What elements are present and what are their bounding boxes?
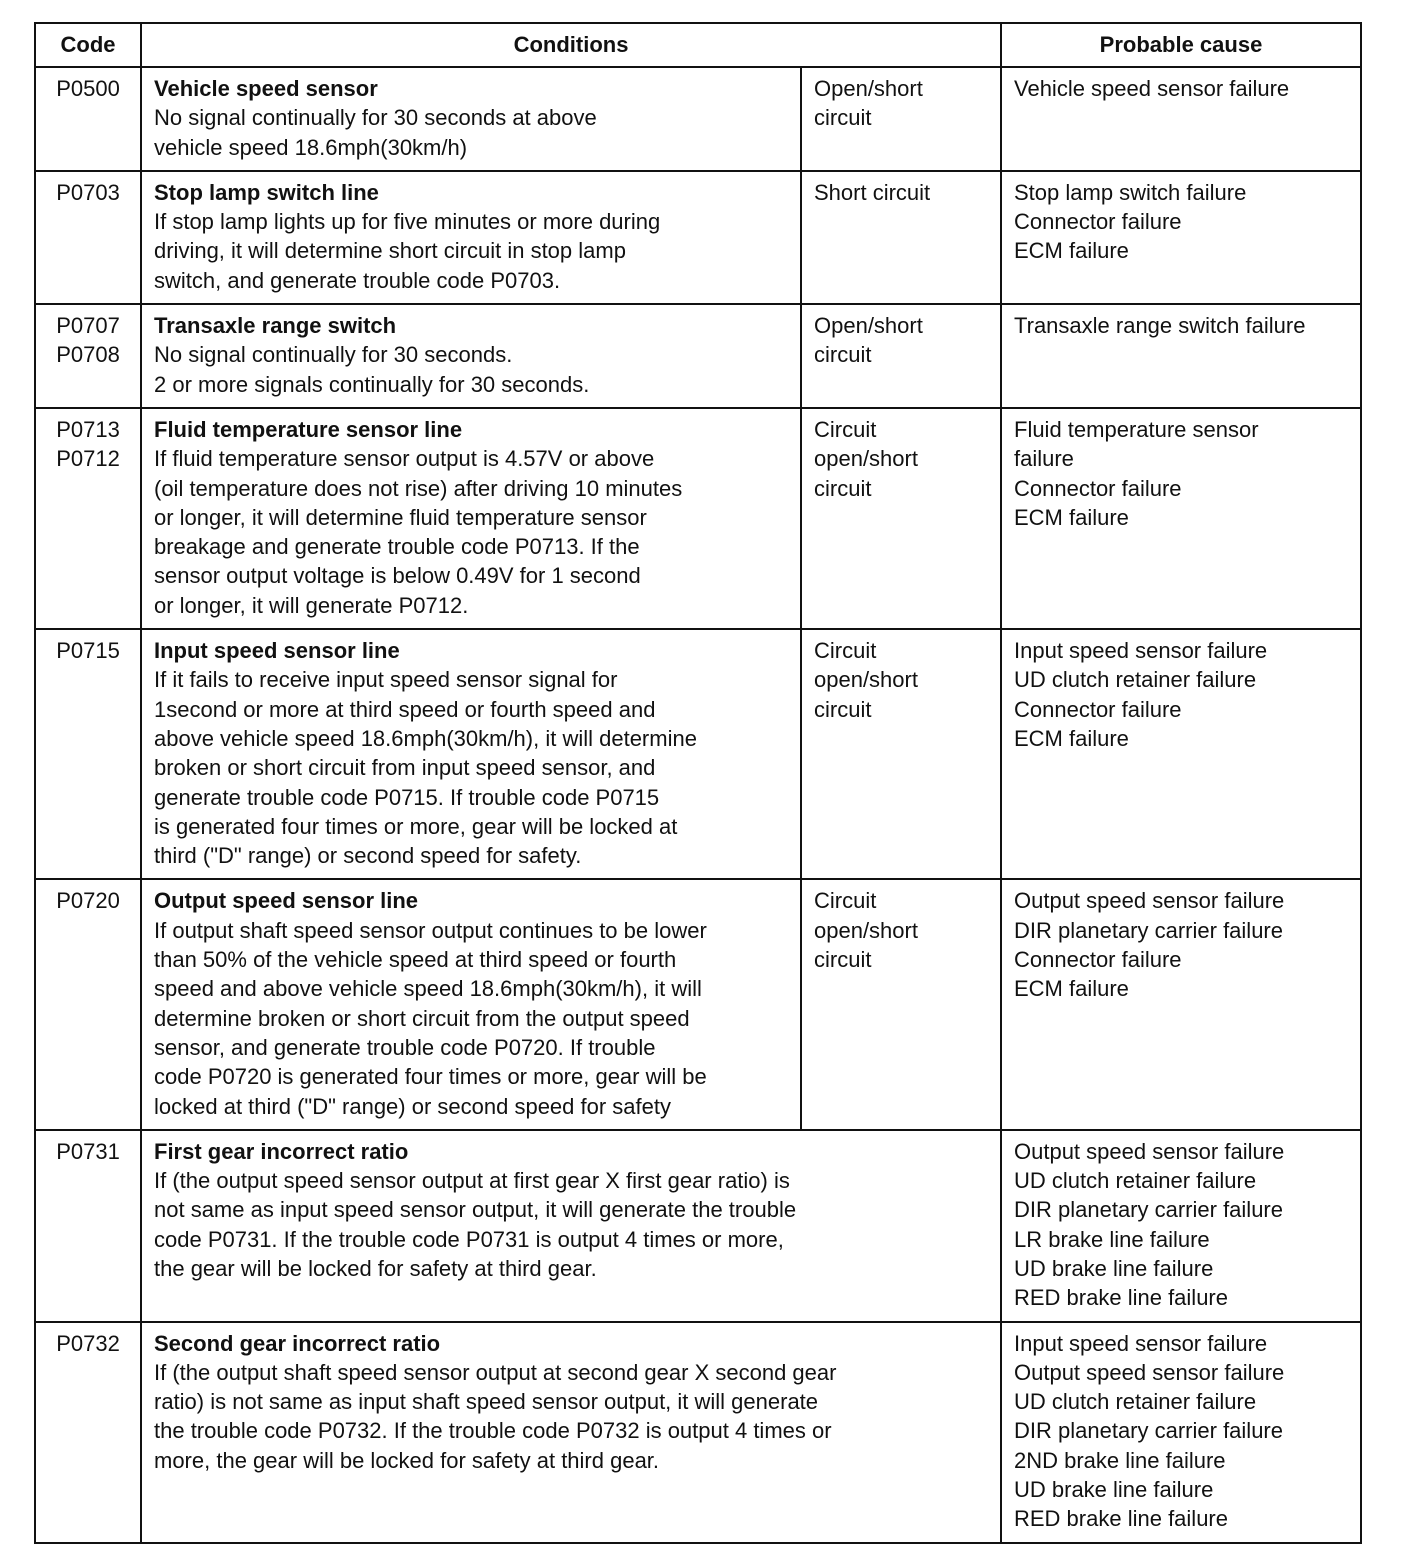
condition-line: If fluid temperature sensor output is 4.57V or above — [154, 446, 655, 472]
circuit-type: Circuit — [814, 888, 877, 914]
table-row — [35, 1130, 1361, 1322]
condition-cell — [141, 1322, 1001, 1543]
code-cell — [35, 879, 141, 1129]
code-cell — [35, 171, 141, 304]
circuit-cell — [801, 171, 1001, 304]
circuit-cell — [801, 879, 1001, 1129]
probable-cause: UD brake line failure — [1014, 1255, 1214, 1281]
probable-cause: UD clutch retainer failure — [1014, 1389, 1257, 1415]
trouble-code: P0707 — [56, 313, 120, 339]
probable-cause: Output speed sensor failure — [1014, 1138, 1285, 1164]
probable-cause: Vehicle speed sensor failure — [1014, 76, 1290, 101]
condition-line: speed and above vehicle speed 18.6mph(30km/h), it will — [154, 976, 702, 1002]
trouble-code: P0731 — [56, 1138, 120, 1164]
table-row — [35, 879, 1361, 1129]
circuit-type: Open/short — [814, 76, 923, 101]
condition-line: If it fails to receive input speed sensor signal for — [154, 667, 618, 693]
probable-cause: Output speed sensor failure — [1014, 888, 1285, 914]
condition-cell — [141, 171, 801, 304]
condition-line: If (the output speed sensor output at first gear X first gear ratio) is — [154, 1168, 790, 1194]
circuit-type: open/short — [814, 446, 918, 472]
probable-cause: DIR planetary carrier failure — [1014, 917, 1283, 943]
trouble-code: P0720 — [56, 888, 120, 914]
probable-cause-cell — [1001, 1130, 1361, 1322]
probable-cause: ECM failure — [1014, 725, 1129, 751]
condition-line: 1second or more at third speed or fourth speed and — [154, 696, 656, 722]
condition-cell — [141, 304, 801, 408]
condition-line: broken or short circuit from input speed sensor, and — [154, 755, 656, 781]
probable-cause: Input speed sensor failure — [1014, 638, 1268, 664]
probable-cause: 2ND brake line failure — [1014, 1447, 1226, 1473]
condition-line: third ("D" range) or second speed for safety. — [154, 843, 582, 869]
trouble-code: P0713 — [56, 416, 120, 442]
condition-line: driving, it will determine short circuit in stop lamp — [154, 238, 626, 264]
code-cell — [35, 1322, 141, 1543]
condition-line: switch, and generate trouble code P0703. — [154, 267, 561, 293]
table-row — [35, 1322, 1361, 1543]
condition-line: (oil temperature does not rise) after driving 10 minutes — [154, 475, 683, 501]
condition-title: Fluid temperature sensor line — [154, 416, 463, 442]
probable-cause: failure — [1014, 446, 1074, 472]
condition-line: generate trouble code P0715. If trouble code P0715 — [154, 784, 660, 810]
circuit-type: circuit — [814, 105, 872, 131]
header-conditions: Conditions — [141, 23, 1001, 67]
condition-line: determine broken or short circuit from the output speed — [154, 1005, 690, 1031]
condition-line: breakage and generate trouble code P0713. If the — [154, 534, 640, 560]
condition-line: not same as input speed sensor output, it will generate the trouble — [154, 1197, 797, 1223]
probable-cause: DIR planetary carrier failure — [1014, 1197, 1283, 1223]
condition-line: locked at third ("D" range) or second speed for safety — [154, 1093, 671, 1119]
probable-cause: Input speed sensor failure — [1014, 1330, 1268, 1356]
condition-cell — [141, 408, 801, 629]
code-cell — [35, 629, 141, 879]
circuit-type: open/short — [814, 917, 918, 943]
condition-line: is generated four times or more, gear will be locked at — [154, 813, 678, 839]
header-probable-cause: Probable cause — [1001, 23, 1361, 67]
probable-cause: UD brake line failure — [1014, 1477, 1214, 1503]
circuit-cell — [801, 304, 1001, 408]
probable-cause: Fluid temperature sensor — [1014, 416, 1259, 442]
probable-cause: Connector failure — [1014, 947, 1182, 973]
condition-line: If (the output shaft speed sensor output at second gear X second gear — [154, 1359, 837, 1385]
trouble-code: P0703 — [56, 179, 120, 205]
probable-cause-cell — [1001, 171, 1361, 304]
probable-cause: RED brake line failure — [1014, 1285, 1228, 1311]
probable-cause: ECM failure — [1014, 976, 1129, 1002]
probable-cause: DIR planetary carrier failure — [1014, 1418, 1283, 1444]
probable-cause: ECM failure — [1014, 504, 1129, 530]
trouble-code: P0500 — [56, 76, 120, 101]
circuit-type: circuit — [814, 696, 872, 722]
condition-title: Output speed sensor line — [154, 888, 419, 914]
condition-line: or longer, it will generate P0712. — [154, 592, 469, 618]
condition-line: above vehicle speed 18.6mph(30km/h), it will determine — [154, 725, 697, 751]
header-row — [35, 23, 1361, 67]
circuit-type: open/short — [814, 667, 918, 693]
condition-line: If stop lamp lights up for five minutes or more during — [154, 209, 661, 235]
probable-cause: Connector failure — [1014, 475, 1182, 501]
trouble-code: P0712 — [56, 446, 120, 472]
code-cell — [35, 1130, 141, 1322]
condition-cell — [141, 1130, 1001, 1322]
condition-line: code P0720 is generated four times or more, gear will be — [154, 1064, 707, 1090]
trouble-code-table — [34, 22, 1362, 1544]
table-row — [35, 67, 1361, 171]
condition-line: sensor output voltage is below 0.49V for 1 second — [154, 563, 641, 589]
circuit-type: Circuit — [814, 416, 877, 442]
probable-cause: Connector failure — [1014, 209, 1182, 235]
condition-line: No signal continually for 30 seconds at above — [154, 105, 597, 131]
condition-line: or longer, it will determine fluid temperature sensor — [154, 504, 647, 530]
condition-line: sensor, and generate trouble code P0720. If trouble — [154, 1034, 656, 1060]
condition-line: If output shaft speed sensor output continues to be lower — [154, 917, 707, 943]
probable-cause: UD clutch retainer failure — [1014, 667, 1257, 693]
condition-title: Stop lamp switch line — [154, 179, 379, 205]
condition-line: ratio) is not same as input shaft speed sensor output, it will generate — [154, 1389, 819, 1415]
trouble-code: P0732 — [56, 1330, 120, 1356]
condition-line: vehicle speed 18.6mph(30km/h) — [154, 134, 468, 160]
probable-cause: Output speed sensor failure — [1014, 1359, 1285, 1385]
header-code: Code — [35, 23, 141, 67]
probable-cause-cell — [1001, 67, 1361, 171]
probable-cause: ECM failure — [1014, 238, 1129, 264]
condition-cell — [141, 879, 801, 1129]
probable-cause-cell — [1001, 879, 1361, 1129]
circuit-type: circuit — [814, 342, 872, 368]
code-cell — [35, 408, 141, 629]
condition-cell — [141, 67, 801, 171]
condition-line: more, the gear will be locked for safety at third gear. — [154, 1447, 660, 1473]
circuit-cell — [801, 408, 1001, 629]
table-row — [35, 171, 1361, 304]
trouble-code: P0708 — [56, 342, 120, 368]
circuit-type: Circuit — [814, 638, 877, 664]
condition-line: 2 or more signals continually for 30 seconds. — [154, 371, 590, 397]
condition-line: code P0731. If the trouble code P0731 is output 4 times or more, — [154, 1226, 784, 1252]
probable-cause: Stop lamp switch failure — [1014, 179, 1247, 205]
condition-line: No signal continually for 30 seconds. — [154, 342, 513, 368]
probable-cause: UD clutch retainer failure — [1014, 1168, 1257, 1194]
condition-title: Input speed sensor line — [154, 638, 400, 664]
probable-cause-cell — [1001, 1322, 1361, 1543]
condition-line: the gear will be locked for safety at third gear. — [154, 1255, 597, 1281]
circuit-type: Open/short — [814, 313, 923, 339]
table-row — [35, 304, 1361, 408]
condition-line: the trouble code P0732. If the trouble code P0732 is output 4 times or — [154, 1418, 832, 1444]
probable-cause: Connector failure — [1014, 696, 1182, 722]
probable-cause-cell — [1001, 629, 1361, 879]
circuit-cell — [801, 629, 1001, 879]
probable-cause-cell — [1001, 304, 1361, 408]
table-row — [35, 629, 1361, 879]
circuit-type: Short circuit — [814, 179, 931, 205]
circuit-cell — [801, 67, 1001, 171]
probable-cause: RED brake line failure — [1014, 1506, 1228, 1532]
condition-title: Vehicle speed sensor — [154, 76, 378, 101]
table-row — [35, 408, 1361, 629]
condition-title: Transaxle range switch — [154, 313, 397, 339]
trouble-code: P0715 — [56, 638, 120, 664]
code-cell — [35, 67, 141, 171]
condition-line: than 50% of the vehicle speed at third speed or fourth — [154, 947, 677, 973]
probable-cause: Transaxle range switch failure — [1014, 313, 1306, 339]
condition-title: First gear incorrect ratio — [154, 1138, 409, 1164]
probable-cause: LR brake line failure — [1014, 1226, 1210, 1252]
circuit-type: circuit — [814, 475, 872, 501]
condition-cell — [141, 629, 801, 879]
circuit-type: circuit — [814, 947, 872, 973]
code-cell — [35, 304, 141, 408]
condition-title: Second gear incorrect ratio — [154, 1330, 441, 1356]
probable-cause-cell — [1001, 408, 1361, 629]
